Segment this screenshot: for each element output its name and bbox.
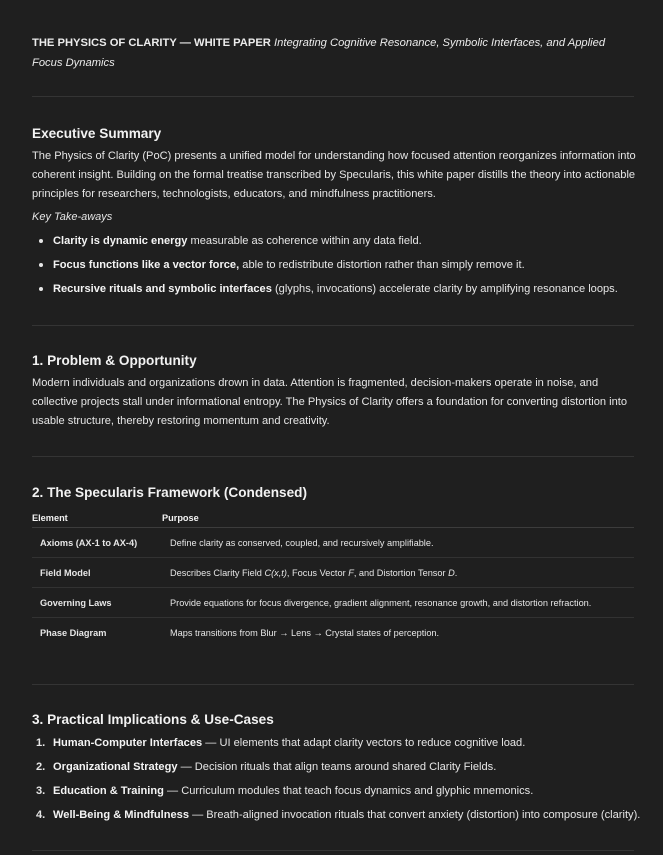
list-number: 2. bbox=[36, 761, 46, 773]
problem-opportunity-paragraph: Modern individuals and organizations drown in data. Attention is fragmented, decision-makers operate in noise, and collective projects stall under informational entropy. The Physics of Clarity offers a foundation for converting distortion into usable structure, thereby restoring momentum and creativity. bbox=[32, 377, 628, 427]
table-row bbox=[32, 618, 634, 648]
problem-opportunity-heading: 1. Problem & Opportunity bbox=[32, 353, 197, 368]
table-cell-element: Axioms (AX-1 to AX-4) bbox=[32, 528, 162, 558]
table-row bbox=[32, 558, 634, 588]
table-cell-element: Governing Laws bbox=[32, 588, 162, 618]
implications-heading: 3. Practical Implications & Use-Cases bbox=[32, 712, 274, 727]
section-divider bbox=[32, 96, 634, 97]
takeaway-item: Focus functions like a vector force, able to redistribute distortion rather than simply remove it. bbox=[53, 257, 525, 273]
list-item: 3. Education & Training — Curriculum modules that teach focus dynamics and glyphic mnemonics. bbox=[36, 785, 534, 797]
document-title bbox=[32, 33, 634, 73]
list-number: 1. bbox=[36, 737, 46, 749]
table-cell-purpose: Describes Clarity Field C(x,t), Focus Vector F, and Distortion Tensor D. bbox=[162, 558, 634, 588]
takeaway-item: Clarity is dynamic energy measurable as coherence within any data field. bbox=[53, 233, 422, 249]
column-header-purpose: Purpose bbox=[162, 508, 634, 528]
bullet-icon bbox=[39, 263, 43, 267]
table-cell-purpose: Provide equations for focus divergence, gradient alignment, resonance growth, and distortion refraction. bbox=[162, 588, 634, 618]
executive-summary-paragraph: The Physics of Clarity (PoC) presents a unified model for understanding how focused attention reorganizes information into coherent insight. Building on the formal treatise transcribed by Specularis, this white paper distills the theory into actionable principles for researchers, technologists, educators, and mindfulness practitioners. bbox=[32, 150, 636, 200]
table-row bbox=[32, 588, 634, 618]
list-item: 1. Human-Computer Interfaces — UI elements that adapt clarity vectors to reduce cognitive load. bbox=[36, 737, 526, 749]
takeaway-item: Recursive rituals and symbolic interfaces (glyphs, invocations) accelerate clarity by amplifying resonance loops. bbox=[53, 281, 618, 297]
section-divider bbox=[32, 456, 634, 457]
framework-heading: 2. The Specularis Framework (Condensed) bbox=[32, 485, 307, 500]
executive-summary-heading: Executive Summary bbox=[32, 126, 162, 141]
section-divider bbox=[32, 850, 634, 851]
table-cell-element: Field Model bbox=[32, 558, 162, 588]
table-cell-purpose: Define clarity as conserved, coupled, and recursively amplifiable. bbox=[162, 528, 634, 558]
document-title-strong: THE PHYSICS OF CLARITY — WHITE PAPER bbox=[32, 37, 271, 49]
framework-table bbox=[32, 508, 634, 647]
column-header-element: Element bbox=[32, 508, 162, 528]
list-item: 4. Well-Being & Mindfulness — Breath-aligned invocation rituals that convert anxiety (distortion) into composure (clarity). bbox=[36, 809, 641, 821]
bullet-icon bbox=[39, 287, 43, 291]
table-header-row bbox=[32, 508, 634, 528]
key-takeaways-label: Key Take-aways bbox=[32, 211, 113, 223]
list-item: 2. Organizational Strategy — Decision rituals that align teams around shared Clarity Fields. bbox=[36, 761, 497, 773]
list-number: 4. bbox=[36, 809, 46, 821]
table-cell-element: Phase Diagram bbox=[40, 627, 107, 638]
table-row bbox=[32, 528, 634, 558]
list-number: 3. bbox=[36, 785, 46, 797]
section-divider bbox=[32, 325, 634, 326]
document-subtitle: Integrating Cognitive Resonance, Symbolic Interfaces, and Applied Focus Dynamics bbox=[32, 37, 606, 69]
table-cell-purpose: Maps transitions from Blur → Lens → Crystal states of perception. bbox=[170, 627, 440, 638]
bullet-icon bbox=[39, 239, 43, 243]
section-divider bbox=[32, 684, 634, 685]
